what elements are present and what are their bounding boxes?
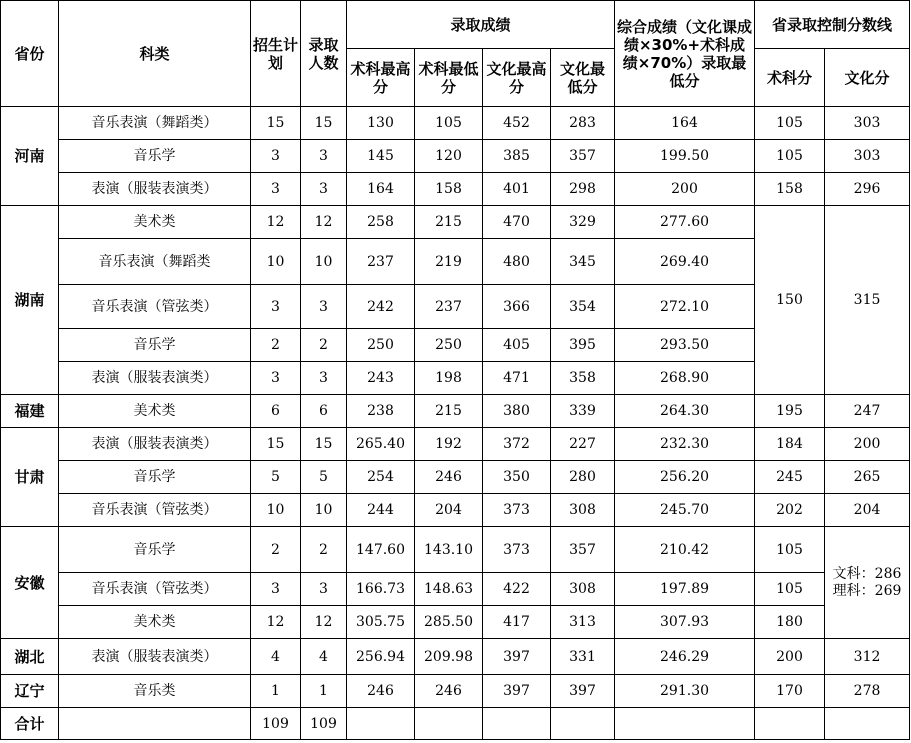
art-max-cell: 147.60 bbox=[347, 527, 415, 573]
table-row bbox=[1, 428, 910, 461]
admitted-cell: 2 bbox=[301, 527, 347, 573]
plan-cell: 2 bbox=[251, 329, 301, 362]
control-culture-cell: 文科：286 理科：269 bbox=[825, 527, 910, 639]
control-culture-cell: 303 bbox=[825, 107, 910, 140]
plan-cell: 3 bbox=[251, 173, 301, 206]
control-art-cell: 195 bbox=[755, 395, 825, 428]
category-cell: 美术类 bbox=[59, 395, 251, 428]
plan-cell: 5 bbox=[251, 461, 301, 494]
composite-cell: 200 bbox=[615, 173, 755, 206]
admitted-cell: 3 bbox=[301, 285, 347, 329]
culture-min-cell: 329 bbox=[551, 206, 615, 239]
culture-min-cell: 227 bbox=[551, 428, 615, 461]
control-art-cell: 202 bbox=[755, 494, 825, 527]
category-cell: 表演（服装表演类） bbox=[59, 362, 251, 395]
composite-cell: 307.93 bbox=[615, 606, 755, 639]
control-art-cell: 180 bbox=[755, 606, 825, 639]
art-max-cell: 166.73 bbox=[347, 573, 415, 606]
art-max-cell: 256.94 bbox=[347, 639, 415, 675]
art-min-cell: 215 bbox=[415, 206, 483, 239]
culture-max-cell: 380 bbox=[483, 395, 551, 428]
category-cell: 美术类 bbox=[59, 606, 251, 639]
art-min-cell: 120 bbox=[415, 140, 483, 173]
header-control-art: 术科分 bbox=[755, 49, 825, 107]
plan-cell: 4 bbox=[251, 639, 301, 675]
category-cell: 音乐表演（管弦类） bbox=[59, 494, 251, 527]
culture-min-cell: 357 bbox=[551, 140, 615, 173]
header-art-min: 术科最低分 bbox=[415, 49, 483, 107]
admitted-cell: 15 bbox=[301, 107, 347, 140]
culture-max-cell: 385 bbox=[483, 140, 551, 173]
admitted-cell: 3 bbox=[301, 140, 347, 173]
plan-cell: 3 bbox=[251, 285, 301, 329]
art-min-cell: 285.50 bbox=[415, 606, 483, 639]
control-art-cell: 245 bbox=[755, 461, 825, 494]
art-min-cell: 219 bbox=[415, 239, 483, 285]
art-max-cell: 145 bbox=[347, 140, 415, 173]
category-cell: 美术类 bbox=[59, 206, 251, 239]
control-art-cell: 105 bbox=[755, 140, 825, 173]
art-max-cell: 242 bbox=[347, 285, 415, 329]
art-max-cell: 238 bbox=[347, 395, 415, 428]
admitted-cell: 6 bbox=[301, 395, 347, 428]
plan-cell: 12 bbox=[251, 606, 301, 639]
plan-cell: 1 bbox=[251, 675, 301, 708]
total-admitted: 109 bbox=[301, 708, 347, 740]
art-max-cell: 237 bbox=[347, 239, 415, 285]
header-admitted: 录取人数 bbox=[301, 1, 347, 107]
plan-cell: 3 bbox=[251, 362, 301, 395]
art-max-cell: 250 bbox=[347, 329, 415, 362]
admitted-cell: 2 bbox=[301, 329, 347, 362]
control-culture-cell: 265 bbox=[825, 461, 910, 494]
composite-cell: 269.40 bbox=[615, 239, 755, 285]
category-cell: 音乐表演（舞蹈类） bbox=[59, 107, 251, 140]
header-control-culture: 文化分 bbox=[825, 49, 910, 107]
art-min-cell: 148.63 bbox=[415, 573, 483, 606]
art-max-cell: 243 bbox=[347, 362, 415, 395]
art-min-cell: 246 bbox=[415, 461, 483, 494]
header-control-line: 省录取控制分数线 bbox=[755, 1, 910, 49]
culture-min-cell: 358 bbox=[551, 362, 615, 395]
composite-cell: 291.30 bbox=[615, 675, 755, 708]
art-min-cell: 105 bbox=[415, 107, 483, 140]
art-min-cell: 237 bbox=[415, 285, 483, 329]
composite-cell: 199.50 bbox=[615, 140, 755, 173]
culture-max-cell: 373 bbox=[483, 527, 551, 573]
culture-min-cell: 283 bbox=[551, 107, 615, 140]
control-culture-cell: 247 bbox=[825, 395, 910, 428]
art-max-cell: 254 bbox=[347, 461, 415, 494]
art-max-cell: 265.40 bbox=[347, 428, 415, 461]
culture-max-cell: 397 bbox=[483, 639, 551, 675]
culture-max-cell: 480 bbox=[483, 239, 551, 285]
composite-cell: 256.20 bbox=[615, 461, 755, 494]
control-culture-cell: 278 bbox=[825, 675, 910, 708]
header-composite: 综合成绩（文化课成绩×30%+术科成绩×70%）录取最低分 bbox=[615, 1, 755, 107]
header-category: 科类 bbox=[59, 1, 251, 107]
province-cell: 甘肃 bbox=[1, 428, 59, 527]
category-cell: 音乐表演（管弦类） bbox=[59, 573, 251, 606]
admitted-cell: 10 bbox=[301, 494, 347, 527]
art-max-cell: 130 bbox=[347, 107, 415, 140]
control-art-cell: 150 bbox=[755, 206, 825, 395]
culture-min-cell: 308 bbox=[551, 494, 615, 527]
table-row bbox=[1, 140, 910, 173]
empty-cell bbox=[825, 708, 910, 740]
plan-cell: 12 bbox=[251, 206, 301, 239]
plan-cell: 15 bbox=[251, 428, 301, 461]
culture-min-cell: 397 bbox=[551, 675, 615, 708]
table-row bbox=[1, 395, 910, 428]
admitted-cell: 12 bbox=[301, 206, 347, 239]
province-cell: 湖南 bbox=[1, 206, 59, 395]
art-min-cell: 198 bbox=[415, 362, 483, 395]
total-row bbox=[1, 708, 910, 740]
art-max-cell: 305.75 bbox=[347, 606, 415, 639]
art-max-cell: 258 bbox=[347, 206, 415, 239]
header-province: 省份 bbox=[1, 1, 59, 107]
culture-max-cell: 417 bbox=[483, 606, 551, 639]
admitted-cell: 12 bbox=[301, 606, 347, 639]
composite-cell: 210.42 bbox=[615, 527, 755, 573]
plan-cell: 6 bbox=[251, 395, 301, 428]
culture-min-cell: 354 bbox=[551, 285, 615, 329]
culture-min-cell: 313 bbox=[551, 606, 615, 639]
composite-cell: 277.60 bbox=[615, 206, 755, 239]
art-min-cell: 192 bbox=[415, 428, 483, 461]
plan-cell: 10 bbox=[251, 239, 301, 285]
category-cell: 音乐类 bbox=[59, 675, 251, 708]
culture-max-cell: 405 bbox=[483, 329, 551, 362]
art-min-cell: 215 bbox=[415, 395, 483, 428]
culture-max-cell: 471 bbox=[483, 362, 551, 395]
culture-min-cell: 280 bbox=[551, 461, 615, 494]
art-min-cell: 204 bbox=[415, 494, 483, 527]
admitted-cell: 3 bbox=[301, 573, 347, 606]
header-culture-max: 文化最高分 bbox=[483, 49, 551, 107]
culture-min-cell: 357 bbox=[551, 527, 615, 573]
culture-max-cell: 366 bbox=[483, 285, 551, 329]
category-cell: 音乐学 bbox=[59, 329, 251, 362]
composite-cell: 164 bbox=[615, 107, 755, 140]
culture-min-cell: 339 bbox=[551, 395, 615, 428]
province-cell: 湖北 bbox=[1, 639, 59, 675]
art-min-cell: 158 bbox=[415, 173, 483, 206]
category-cell: 音乐学 bbox=[59, 527, 251, 573]
province-cell: 河南 bbox=[1, 107, 59, 206]
empty-cell bbox=[483, 708, 551, 740]
culture-max-cell: 372 bbox=[483, 428, 551, 461]
control-culture-cell: 315 bbox=[825, 206, 910, 395]
culture-min-cell: 331 bbox=[551, 639, 615, 675]
culture-min-cell: 395 bbox=[551, 329, 615, 362]
empty-cell bbox=[59, 708, 251, 740]
table-row bbox=[1, 573, 910, 606]
art-max-cell: 164 bbox=[347, 173, 415, 206]
composite-cell: 264.30 bbox=[615, 395, 755, 428]
control-art-cell: 184 bbox=[755, 428, 825, 461]
control-art-cell: 200 bbox=[755, 639, 825, 675]
culture-max-cell: 401 bbox=[483, 173, 551, 206]
table-row bbox=[1, 461, 910, 494]
admitted-cell: 15 bbox=[301, 428, 347, 461]
culture-min-cell: 308 bbox=[551, 573, 615, 606]
total-plan: 109 bbox=[251, 708, 301, 740]
header-culture-min: 文化最低分 bbox=[551, 49, 615, 107]
empty-cell bbox=[551, 708, 615, 740]
plan-cell: 15 bbox=[251, 107, 301, 140]
control-culture-cell: 303 bbox=[825, 140, 910, 173]
control-art-cell: 105 bbox=[755, 527, 825, 573]
empty-cell bbox=[755, 708, 825, 740]
admitted-cell: 4 bbox=[301, 639, 347, 675]
composite-cell: 293.50 bbox=[615, 329, 755, 362]
control-art-cell: 105 bbox=[755, 107, 825, 140]
category-cell: 音乐学 bbox=[59, 461, 251, 494]
control-culture-cell: 296 bbox=[825, 173, 910, 206]
plan-cell: 2 bbox=[251, 527, 301, 573]
art-min-cell: 209.98 bbox=[415, 639, 483, 675]
culture-min-cell: 345 bbox=[551, 239, 615, 285]
province-cell: 福建 bbox=[1, 395, 59, 428]
header-plan: 招生计划 bbox=[251, 1, 301, 107]
culture-max-cell: 397 bbox=[483, 675, 551, 708]
art-min-cell: 246 bbox=[415, 675, 483, 708]
admitted-cell: 3 bbox=[301, 173, 347, 206]
culture-max-cell: 373 bbox=[483, 494, 551, 527]
category-cell: 表演（服装表演类） bbox=[59, 173, 251, 206]
province-cell: 辽宁 bbox=[1, 675, 59, 708]
control-culture-cell: 312 bbox=[825, 639, 910, 675]
control-art-cell: 105 bbox=[755, 573, 825, 606]
composite-cell: 246.29 bbox=[615, 639, 755, 675]
composite-cell: 197.89 bbox=[615, 573, 755, 606]
control-art-cell: 158 bbox=[755, 173, 825, 206]
header-scores: 录取成绩 bbox=[347, 1, 615, 49]
admitted-cell: 3 bbox=[301, 362, 347, 395]
culture-max-cell: 422 bbox=[483, 573, 551, 606]
composite-cell: 232.30 bbox=[615, 428, 755, 461]
plan-cell: 3 bbox=[251, 573, 301, 606]
control-culture-cell: 200 bbox=[825, 428, 910, 461]
admitted-cell: 1 bbox=[301, 675, 347, 708]
category-cell: 音乐表演（舞蹈类 bbox=[59, 239, 251, 285]
culture-min-cell: 298 bbox=[551, 173, 615, 206]
category-cell: 表演（服装表演类） bbox=[59, 639, 251, 675]
header-row bbox=[1, 1, 910, 49]
table-row bbox=[1, 107, 910, 140]
art-max-cell: 244 bbox=[347, 494, 415, 527]
composite-cell: 272.10 bbox=[615, 285, 755, 329]
control-culture-cell: 204 bbox=[825, 494, 910, 527]
empty-cell bbox=[347, 708, 415, 740]
culture-max-cell: 470 bbox=[483, 206, 551, 239]
culture-max-cell: 452 bbox=[483, 107, 551, 140]
table-row bbox=[1, 527, 910, 573]
empty-cell bbox=[615, 708, 755, 740]
table-row bbox=[1, 639, 910, 675]
culture-max-cell: 350 bbox=[483, 461, 551, 494]
plan-cell: 10 bbox=[251, 494, 301, 527]
table-row bbox=[1, 173, 910, 206]
total-label: 合计 bbox=[1, 708, 59, 740]
art-min-cell: 250 bbox=[415, 329, 483, 362]
category-cell: 音乐表演（管弦类） bbox=[59, 285, 251, 329]
art-min-cell: 143.10 bbox=[415, 527, 483, 573]
table-row bbox=[1, 675, 910, 708]
category-cell: 音乐学 bbox=[59, 140, 251, 173]
art-max-cell: 246 bbox=[347, 675, 415, 708]
admitted-cell: 5 bbox=[301, 461, 347, 494]
table-row bbox=[1, 206, 910, 239]
table-row bbox=[1, 494, 910, 527]
plan-cell: 3 bbox=[251, 140, 301, 173]
table-row bbox=[1, 606, 910, 639]
province-cell: 安徽 bbox=[1, 527, 59, 639]
category-cell: 表演（服装表演类） bbox=[59, 428, 251, 461]
composite-cell: 245.70 bbox=[615, 494, 755, 527]
empty-cell bbox=[415, 708, 483, 740]
control-art-cell: 170 bbox=[755, 675, 825, 708]
admitted-cell: 10 bbox=[301, 239, 347, 285]
composite-cell: 268.90 bbox=[615, 362, 755, 395]
header-art-max: 术科最高分 bbox=[347, 49, 415, 107]
